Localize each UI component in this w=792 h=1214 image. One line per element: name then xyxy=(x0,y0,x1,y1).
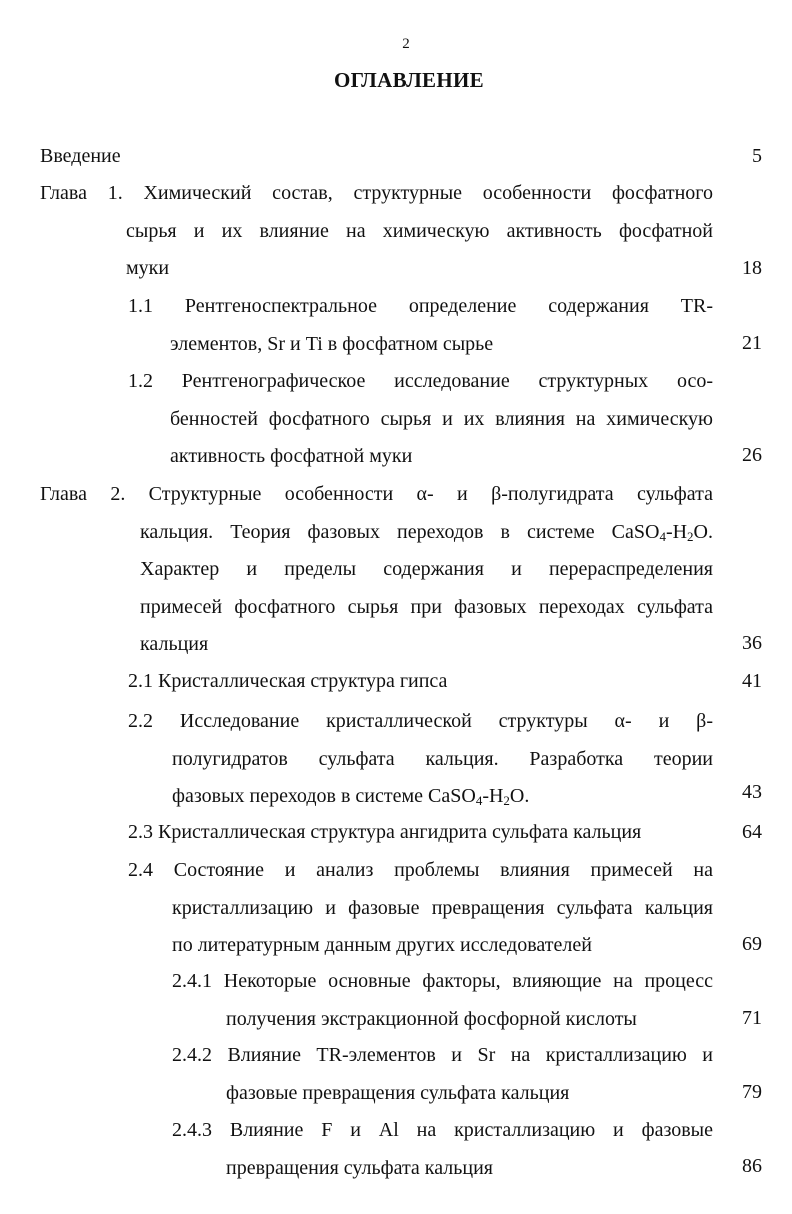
toc-line: превращения сульфата кальция xyxy=(226,1156,493,1179)
toc-line: 1.1 Рентгеноспектральное определение содержания TR- xyxy=(128,295,713,317)
toc-page-2-4-1: 71 xyxy=(742,1007,762,1029)
subscript: 4 xyxy=(475,793,483,809)
toc-line: 2.4.2 Влияние TR-элементов и Sr на кристаллизацию и xyxy=(172,1044,713,1066)
toc-entry-2-3 xyxy=(128,814,713,852)
toc-text: кальция. Теория фазовых переходов в системе CaSO xyxy=(140,520,660,543)
toc-text: O. xyxy=(693,520,713,543)
toc-line: по литературным данным других исследователей xyxy=(172,934,592,957)
toc-line: 2.4 Состояние и анализ проблемы влияния примесей на xyxy=(128,859,713,881)
toc-text: фазовых переходов в системе CaSO xyxy=(172,785,476,808)
toc-line: получения экстракционной фосфорной кислоты xyxy=(226,1007,637,1030)
toc-line: элементов, Sr и Ti в фосфатном сырье xyxy=(170,332,494,355)
toc-entry-1-2 xyxy=(128,363,713,476)
toc-line: фазовые превращения сульфата кальция xyxy=(226,1081,570,1104)
toc-line: Глава 1. Химический состав, структурные особенности фосфатного xyxy=(40,182,713,204)
toc-line: 2.3 Кристаллическая структура ангидрита сульфата кальция xyxy=(128,821,642,843)
toc-page-ch1: 18 xyxy=(742,257,762,279)
toc-entry-2-1 xyxy=(128,663,713,701)
subscript: 4 xyxy=(659,528,666,544)
toc-page-2-3: 64 xyxy=(742,821,762,843)
subscript: 2 xyxy=(687,528,694,544)
toc-page-1-1: 21 xyxy=(742,332,762,354)
toc-entry-2-4-3 xyxy=(172,1112,713,1187)
toc-line: 2.1 Кристаллическая структура гипса xyxy=(128,670,448,692)
toc-entry-2-4-2 xyxy=(172,1037,713,1112)
page-title: ОГЛАВЛЕНИЕ xyxy=(334,68,484,92)
toc-page-ch2: 36 xyxy=(742,632,762,654)
toc-entry-1-1 xyxy=(128,288,713,363)
toc-entry-intro xyxy=(40,138,680,176)
toc-line: активность фосфатной муки xyxy=(170,445,413,468)
toc-page-2-4-2: 79 xyxy=(742,1081,762,1103)
toc-entry-ch2 xyxy=(40,476,713,664)
toc-page-2-1: 41 xyxy=(742,670,762,692)
subscript: 2 xyxy=(503,793,510,809)
toc-text: -H xyxy=(482,785,504,808)
toc-line: Введение xyxy=(40,145,121,167)
toc-entry-2-4 xyxy=(128,852,713,965)
page-number: 2 xyxy=(402,36,410,52)
toc-entry-2-2 xyxy=(128,703,713,816)
toc-line: примесей фосфатного сырья при фазовых переходах сульфата xyxy=(140,595,713,618)
toc-line: полугидратов сульфата кальция. Разработка теории xyxy=(172,747,713,770)
toc-line: 2.2 Исследование кристаллической структуры α- и β- xyxy=(128,710,713,732)
toc-text: O. xyxy=(509,785,530,808)
toc-line: Характер и пределы содержания и перераспределения xyxy=(140,558,713,581)
toc-line: бенностей фосфатного сырья и их влияния на химическую xyxy=(170,407,713,430)
toc-text: -H xyxy=(665,520,688,543)
toc-line: 2.4.3 Влияние F и Al на кристаллизацию и фазовые xyxy=(172,1119,713,1141)
toc-line: Глава 2. Структурные особенности α- и β-полугидрата сульфата xyxy=(40,483,713,505)
toc-line: муки xyxy=(126,257,170,280)
toc-entry-ch1 xyxy=(40,175,713,288)
toc-line: 2.4.1 Некоторые основные факторы, влияющие на процесс xyxy=(172,970,713,992)
toc-page-2-2: 43 xyxy=(742,781,762,803)
toc-entry-2-4-1 xyxy=(172,963,713,1038)
toc-line: кальция xyxy=(140,633,209,656)
toc-line-formula xyxy=(128,778,713,816)
toc-page-2-4: 69 xyxy=(742,933,762,955)
toc-page-intro: 5 xyxy=(752,145,762,167)
toc-page-1-2: 26 xyxy=(742,444,762,466)
toc-line: кристаллизацию и фазовые превращения сульфата кальция xyxy=(172,896,713,919)
toc-page-2-4-3: 86 xyxy=(742,1155,762,1177)
toc-line: 1.2 Рентгенографическое исследование структурных осо- xyxy=(128,370,713,392)
toc-line: сырья и их влияние на химическую активность фосфатной xyxy=(126,219,713,242)
toc-line-formula xyxy=(40,514,713,552)
